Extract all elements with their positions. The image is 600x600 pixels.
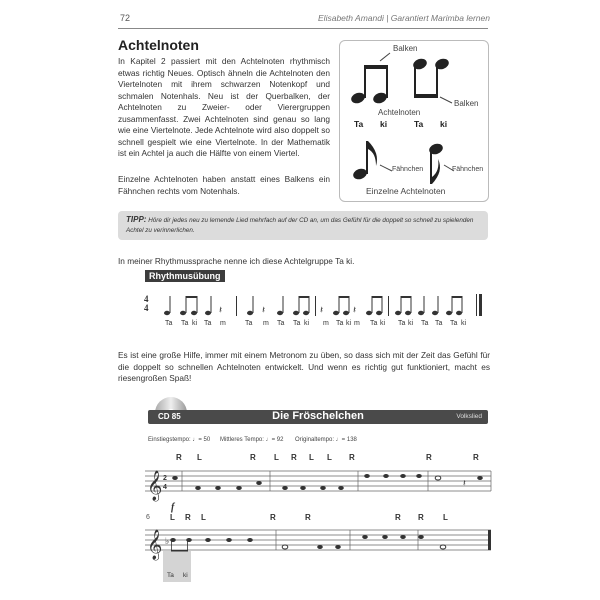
- intro-paragraph: In Kapitel 2 passiert mit den Achtelnoten rhythmisch etwas richtig Neues. Optisch ähneln die Achtelnoten den Viertelnoten mit ihrem schwarzen Notenkopf und schmalen Notenhals. Neu ist der Querbalken, der Achtelnoten zu Zweier- oder Vierergruppen zusammenfasst. Zwei Achtelnoten sind genau so lang wie eine Viertelnote. Jede Achtelnote wird also doppelt so schnell gespielt wie eine Viertelnote. In der Mathematik ist ein Achtel ja auch die Hälfte von einem Viertel.: [118, 56, 330, 158]
- staff-line-1: [145, 466, 495, 506]
- tempo-entry: Einstiegstempo: ♩= 50: [148, 437, 211, 443]
- balken-label-top: Balken: [393, 44, 418, 53]
- syllable-ki-1: ki: [380, 119, 388, 129]
- rhythm-exercise-badge: Rhythmusübung: [145, 270, 225, 282]
- section-title: Achtelnoten: [118, 37, 199, 53]
- svg-text:𝄽: 𝄽: [353, 305, 357, 316]
- dynamic-marking: f: [171, 502, 175, 513]
- song-genre: Volkslied: [456, 413, 482, 420]
- page-number: 72: [120, 13, 131, 23]
- balken-label-right: Balken: [454, 99, 479, 108]
- eighth-notes-figure: [339, 40, 489, 202]
- taki-ta: Ta: [167, 572, 174, 579]
- svg-text:4: 4: [144, 303, 149, 313]
- measure-number: 6: [146, 514, 150, 521]
- rhythm-intro: In meiner Rhythmussprache nenne ich diese Achtelgruppe Ta ki.: [118, 256, 355, 266]
- tip-text: TIPP: Höre dir jedes neu zu lernende Lied mehrfach auf der CD an, um das Gefühl für die doppelt so schnell zu spielenden Achtel zu verinnerlichen.: [126, 215, 474, 234]
- syllable-ta-2: Ta: [414, 119, 424, 129]
- svg-text:♭: ♭: [165, 536, 170, 546]
- svg-text:4: 4: [163, 484, 167, 491]
- single-eighth-paragraph: Einzelne Achtelnoten haben anstatt eines Balkens ein Fähnchen rechts vom Notenhals.: [118, 174, 330, 196]
- book-title: Elisabeth Amandi | Garantiert Marimba lernen: [318, 13, 490, 23]
- staff-line-2: [145, 525, 495, 565]
- single-caption: Einzelne Achtelnoten: [366, 186, 446, 196]
- tempo-original: Originaltempo: ♩= 138: [295, 437, 357, 443]
- svg-text:2: 2: [163, 475, 167, 482]
- song-title: Die Fröschelchen: [272, 410, 364, 422]
- faehnchen-label-1: Fähnchen: [392, 166, 424, 173]
- svg-text:𝄞: 𝄞: [147, 530, 163, 560]
- beamed-caption: Achtelnoten: [378, 108, 421, 117]
- song-title-bar: [148, 410, 488, 424]
- cd-track-label: CD 85: [158, 412, 181, 421]
- svg-text:𝄽: 𝄽: [219, 305, 223, 316]
- taki-ki: ki: [183, 572, 188, 579]
- svg-text:𝄽: 𝄽: [320, 305, 324, 316]
- svg-text:𝄽: 𝄽: [463, 478, 466, 488]
- header-divider: [118, 28, 488, 29]
- tip-label: TIPP:: [126, 215, 147, 224]
- tempo-medium: Mittleres Tempo: ♩= 92: [220, 437, 284, 443]
- faehnchen-label-2: Fähnchen: [452, 166, 484, 173]
- svg-text:4: 4: [144, 294, 149, 304]
- metronome-paragraph: Es ist eine große Hilfe, immer mit einem Metronom zu üben, so dass sich mit der Zeit das Gefühl für die doppelt so schnellen Achtelnoten entwickelt. Und wenn es richtig gut funktioniert, macht es riesengroßen Spaß!: [118, 350, 490, 383]
- syllable-ki-2: ki: [440, 119, 448, 129]
- syllable-ta-1: Ta: [354, 119, 364, 129]
- tip-box: [118, 211, 488, 240]
- svg-text:𝄽: 𝄽: [262, 305, 266, 316]
- rhythm-notation: [140, 290, 500, 320]
- svg-text:𝄞: 𝄞: [147, 471, 163, 501]
